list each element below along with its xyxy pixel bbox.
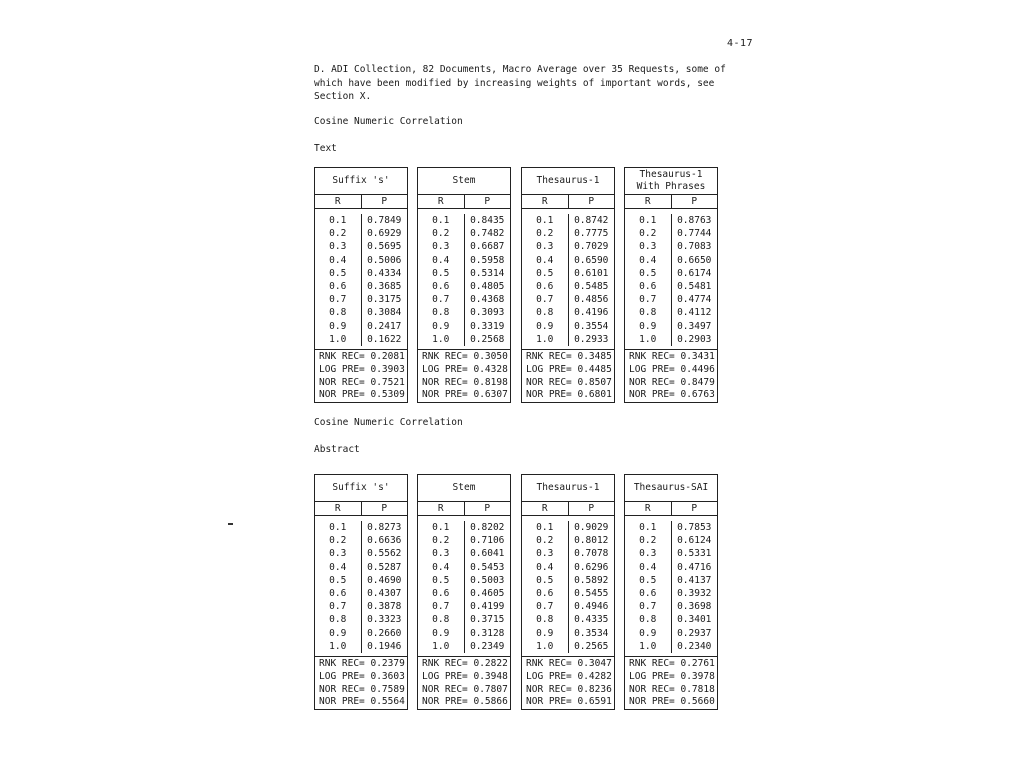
summary-line: LOG PRE= 0.4328: [422, 363, 508, 375]
table-cell: 0.4: [329, 561, 347, 573]
section1-subtitle: Text: [314, 143, 337, 154]
table-cell: 1.0: [432, 640, 450, 652]
section2-table-1: [314, 474, 408, 710]
column-header-r: R: [315, 195, 362, 208]
table-title: [315, 475, 407, 502]
table-cell: 0.5006: [367, 254, 402, 266]
summary-line: LOG PRE= 0.3948: [422, 670, 508, 682]
summary-stats: [522, 656, 614, 709]
table-cell: 0.1946: [367, 640, 402, 652]
table-cell: 0.6: [329, 281, 347, 293]
column-r: [418, 521, 465, 653]
table-body: [522, 516, 614, 656]
column-r: [418, 214, 465, 346]
table-cell: 0.4368: [470, 294, 505, 306]
column-header-p: P: [691, 503, 698, 514]
table-cell: 0.4: [639, 254, 657, 266]
table-cell: 0.9: [639, 320, 657, 332]
table-cell: 0.5: [329, 267, 347, 279]
table-cell: 0.2: [329, 535, 347, 547]
table-cell: 0.2: [536, 228, 554, 240]
column-headers: [522, 195, 614, 209]
table-cell: 0.7106: [470, 535, 505, 547]
table-cell: 0.1: [432, 215, 450, 226]
table-cell: 0.2937: [677, 627, 712, 639]
table-cell: 0.7078: [574, 548, 609, 560]
table-cell: 0.8: [432, 307, 450, 319]
column-header-p: P: [484, 503, 491, 514]
table-cell: 0.6590: [574, 254, 609, 266]
table-cell: 0.7853: [677, 522, 712, 533]
summary-line: LOG PRE= 0.4282: [526, 670, 612, 682]
table-cell: 0.4137: [677, 574, 712, 586]
table-cell: 0.1: [432, 522, 450, 533]
table-cell: 0.5892: [574, 574, 609, 586]
column-header-r: R: [418, 195, 465, 208]
summary-line: NOR PRE= 0.6591: [526, 696, 612, 708]
summary-line: RNK REC= 0.2822: [422, 658, 508, 670]
summary-line: LOG PRE= 0.4485: [526, 363, 612, 375]
table-cell: 0.3319: [470, 320, 505, 332]
table-cell: 0.4196: [574, 307, 609, 319]
table-cell: 0.5: [536, 574, 554, 586]
heading-line-1: D. ADI Collection, 82 Documents, Macro Average over 35 Requests, some of: [314, 64, 726, 75]
table-cell: 0.6: [536, 281, 554, 293]
table-cell: 0.3: [432, 548, 450, 560]
summary-line: RNK REC= 0.3050: [422, 351, 508, 363]
table-cell: 0.2: [639, 535, 657, 547]
table-cell: 0.3093: [470, 307, 505, 319]
table-cell: 0.5562: [367, 548, 402, 560]
column-header-p: P: [588, 196, 595, 207]
summary-line: NOR REC= 0.7521: [319, 376, 405, 388]
table-cell: 0.6174: [677, 267, 712, 279]
column-headers: [315, 195, 407, 209]
summary-line: RNK REC= 0.2761: [629, 658, 715, 670]
table-cell: 0.4856: [574, 294, 609, 306]
table-cell: 0.5003: [470, 574, 505, 586]
column-p: [362, 521, 408, 653]
table-cell: 0.2: [432, 228, 450, 240]
table-cell: 0.7: [536, 601, 554, 613]
table-cell: 0.1: [639, 522, 657, 533]
table-cell: 0.3084: [367, 307, 402, 319]
table-cell: 0.4: [536, 561, 554, 573]
table-cell: 0.9: [432, 627, 450, 639]
table-cell: 0.7482: [470, 228, 505, 240]
table-title: [522, 168, 614, 195]
table-title-line: Thesaurus-1: [536, 175, 600, 186]
table-cell: 0.3554: [574, 320, 609, 332]
summary-line: NOR PRE= 0.6801: [526, 389, 612, 401]
table-cell: 0.6636: [367, 535, 402, 547]
table-cell: 0.8: [639, 614, 657, 626]
summary-line: NOR REC= 0.7818: [629, 683, 715, 695]
section1-table-4: [624, 167, 718, 403]
section2-title: Cosine Numeric Correlation: [314, 417, 463, 428]
table-cell: 0.7: [536, 294, 554, 306]
table-cell: 0.5287: [367, 561, 402, 573]
table-cell: 0.5453: [470, 561, 505, 573]
table-cell: 0.3: [536, 548, 554, 560]
table-cell: 0.6041: [470, 548, 505, 560]
table-cell: 0.5: [639, 267, 657, 279]
section1-table-3: [521, 167, 615, 403]
column-p: [465, 521, 511, 653]
table-cell: 0.4335: [574, 614, 609, 626]
table-cell: 0.5: [432, 574, 450, 586]
summary-line: NOR PRE= 0.5309: [319, 389, 405, 401]
column-p: [465, 214, 511, 346]
summary-line: NOR REC= 0.8198: [422, 376, 508, 388]
table-cell: 0.4716: [677, 561, 712, 573]
table-cell: 0.3932: [677, 588, 712, 600]
table-cell: 0.2: [329, 228, 347, 240]
table-cell: 0.4805: [470, 281, 505, 293]
column-r: [522, 521, 569, 653]
table-cell: 0.6929: [367, 228, 402, 240]
table-title: [418, 168, 510, 195]
heading-line-2: which have been modified by increasing weights of important words, see: [314, 77, 715, 89]
column-header-p: P: [484, 196, 491, 207]
column-p: [569, 521, 615, 653]
table-cell: 0.1: [536, 215, 554, 226]
table-cell: 0.4: [639, 561, 657, 573]
heading-line-3: Section X.: [314, 91, 372, 102]
table-cell: 0.5: [432, 267, 450, 279]
table-cell: 0.3715: [470, 614, 505, 626]
table-cell: 0.3: [639, 548, 657, 560]
table-cell: 0.8: [432, 614, 450, 626]
table-title: [522, 475, 614, 502]
stray-mark: [228, 523, 233, 525]
column-headers: [418, 195, 510, 209]
table-body: [418, 209, 510, 349]
table-cell: 0.4: [329, 254, 347, 266]
section-heading: [314, 63, 734, 104]
table-cell: 0.2565: [574, 640, 609, 652]
summary-line: NOR REC= 0.7807: [422, 683, 508, 695]
summary-stats: [625, 656, 717, 709]
column-headers: [625, 195, 717, 209]
table-title-line: Suffix 's': [332, 482, 390, 493]
table-cell: 0.8273: [367, 522, 402, 533]
table-cell: 0.3: [432, 241, 450, 253]
table-title-line: Thesaurus-1: [536, 482, 600, 493]
table-cell: 0.3685: [367, 281, 402, 293]
table-cell: 1.0: [329, 333, 347, 345]
summary-stats: [315, 349, 407, 402]
table-title: [625, 168, 717, 195]
table-cell: 0.8012: [574, 535, 609, 547]
table-cell: 0.1: [329, 522, 347, 533]
summary-line: NOR PRE= 0.6307: [422, 389, 508, 401]
summary-line: NOR REC= 0.7589: [319, 683, 405, 695]
column-header-r: R: [625, 195, 672, 208]
summary-stats: [418, 349, 510, 402]
table-cell: 0.2660: [367, 627, 402, 639]
table-cell: 0.5455: [574, 588, 609, 600]
table-cell: 0.8: [536, 307, 554, 319]
table-title-line: Stem: [452, 175, 476, 186]
table-cell: 0.9: [536, 320, 554, 332]
table-cell: 0.2340: [677, 640, 712, 652]
table-cell: 0.2: [432, 535, 450, 547]
table-title-line: Suffix 's': [332, 175, 390, 186]
table-cell: 0.5314: [470, 267, 505, 279]
table-cell: 0.4774: [677, 294, 712, 306]
table-cell: 0.5: [639, 574, 657, 586]
summary-line: NOR REC= 0.8479: [629, 376, 715, 388]
summary-line: NOR REC= 0.8507: [526, 376, 612, 388]
table-cell: 1.0: [432, 333, 450, 345]
table-cell: 0.7849: [367, 215, 402, 226]
table-body: [418, 516, 510, 656]
table-cell: 0.7: [639, 294, 657, 306]
column-headers: [418, 502, 510, 516]
summary-line: RNK REC= 0.3485: [526, 351, 612, 363]
table-body: [625, 209, 717, 349]
table-cell: 0.9: [432, 320, 450, 332]
summary-line: RNK REC= 0.2379: [319, 658, 405, 670]
column-p: [362, 214, 408, 346]
table-title-line: With Phrases: [636, 181, 706, 192]
table-title: [418, 475, 510, 502]
table-cell: 0.3323: [367, 614, 402, 626]
table-cell: 0.2933: [574, 333, 609, 345]
table-cell: 0.8: [536, 614, 554, 626]
summary-line: LOG PRE= 0.3978: [629, 670, 715, 682]
section2-table-3: [521, 474, 615, 710]
table-cell: 0.9: [329, 627, 347, 639]
table-cell: 0.7083: [677, 241, 712, 253]
table-cell: 0.3698: [677, 601, 712, 613]
summary-line: NOR PRE= 0.5866: [422, 696, 508, 708]
table-body: [315, 209, 407, 349]
column-header-p: P: [691, 196, 698, 207]
column-header-r: R: [315, 502, 362, 515]
page-number: 4-17: [727, 38, 754, 49]
table-cell: 0.8: [639, 307, 657, 319]
column-r: [625, 521, 672, 653]
table-body: [522, 209, 614, 349]
table-cell: 0.5695: [367, 241, 402, 253]
table-cell: 0.9029: [574, 522, 609, 533]
section1-table-1: [314, 167, 408, 403]
table-cell: 0.8742: [574, 215, 609, 226]
table-cell: 0.2417: [367, 320, 402, 332]
table-cell: 0.4946: [574, 601, 609, 613]
table-cell: 0.6: [432, 588, 450, 600]
table-cell: 0.5958: [470, 254, 505, 266]
column-header-p: P: [588, 503, 595, 514]
column-header-r: R: [522, 502, 569, 515]
table-cell: 0.5481: [677, 281, 712, 293]
table-title: [315, 168, 407, 195]
table-cell: 0.7: [329, 601, 347, 613]
table-cell: 0.6650: [677, 254, 712, 266]
column-p: [569, 214, 615, 346]
summary-stats: [625, 349, 717, 402]
table-cell: 0.3128: [470, 627, 505, 639]
table-cell: 1.0: [639, 333, 657, 345]
table-cell: 0.5485: [574, 281, 609, 293]
table-title-line: Thesaurus-1: [639, 169, 703, 180]
table-cell: 1.0: [536, 640, 554, 652]
table-cell: 0.6: [536, 588, 554, 600]
column-header-p: P: [381, 196, 388, 207]
table-cell: 0.5: [329, 574, 347, 586]
table-cell: 0.4: [432, 561, 450, 573]
table-cell: 0.3497: [677, 320, 712, 332]
table-cell: 0.4: [432, 254, 450, 266]
table-cell: 0.3: [536, 241, 554, 253]
table-cell: 0.4112: [677, 307, 712, 319]
table-cell: 0.2349: [470, 640, 505, 652]
table-cell: 0.5331: [677, 548, 712, 560]
section1-table-2: [417, 167, 511, 403]
table-cell: 0.9: [536, 627, 554, 639]
section2-table-2: [417, 474, 511, 710]
section1-title: Cosine Numeric Correlation: [314, 116, 463, 127]
table-cell: 0.2: [639, 228, 657, 240]
table-cell: 0.8202: [470, 522, 505, 533]
table-cell: 0.3: [329, 548, 347, 560]
summary-line: LOG PRE= 0.3603: [319, 670, 405, 682]
table-body: [315, 516, 407, 656]
column-r: [315, 214, 362, 346]
column-r: [315, 521, 362, 653]
column-header-r: R: [418, 502, 465, 515]
summary-line: NOR PRE= 0.5564: [319, 696, 405, 708]
summary-line: LOG PRE= 0.4496: [629, 363, 715, 375]
summary-line: LOG PRE= 0.3903: [319, 363, 405, 375]
summary-line: NOR REC= 0.8236: [526, 683, 612, 695]
summary-line: RNK REC= 0.2081: [319, 351, 405, 363]
table-cell: 0.1: [329, 215, 347, 226]
table-body: [625, 516, 717, 656]
summary-line: RNK REC= 0.3431: [629, 351, 715, 363]
summary-line: RNK REC= 0.3047: [526, 658, 612, 670]
table-cell: 0.3401: [677, 614, 712, 626]
table-cell: 0.6124: [677, 535, 712, 547]
section2-subtitle: Abstract: [314, 444, 360, 455]
table-cell: 0.8763: [677, 215, 712, 226]
table-cell: 0.5: [536, 267, 554, 279]
table-cell: 0.6: [329, 588, 347, 600]
table-cell: 0.3: [639, 241, 657, 253]
table-cell: 1.0: [536, 333, 554, 345]
table-cell: 0.7: [432, 294, 450, 306]
table-cell: 0.7: [639, 601, 657, 613]
table-cell: 0.7775: [574, 228, 609, 240]
summary-stats: [418, 656, 510, 709]
summary-line: NOR PRE= 0.5660: [629, 696, 715, 708]
table-cell: 0.3: [329, 241, 347, 253]
table-cell: 0.2: [536, 535, 554, 547]
column-r: [522, 214, 569, 346]
summary-stats: [522, 349, 614, 402]
table-cell: 0.4: [536, 254, 554, 266]
table-cell: 0.4199: [470, 601, 505, 613]
table-cell: 0.3878: [367, 601, 402, 613]
column-header-r: R: [625, 502, 672, 515]
table-cell: 0.6101: [574, 267, 609, 279]
table-cell: 0.2568: [470, 333, 505, 345]
table-cell: 0.6687: [470, 241, 505, 253]
table-cell: 0.1: [639, 215, 657, 226]
column-p: [672, 521, 718, 653]
table-cell: 0.8: [329, 614, 347, 626]
column-headers: [625, 502, 717, 516]
table-cell: 0.3534: [574, 627, 609, 639]
table-cell: 0.6296: [574, 561, 609, 573]
column-header-p: P: [381, 503, 388, 514]
table-cell: 0.4334: [367, 267, 402, 279]
table-cell: 0.7029: [574, 241, 609, 253]
table-title: [625, 475, 717, 502]
column-r: [625, 214, 672, 346]
table-cell: 0.8: [329, 307, 347, 319]
table-cell: 0.6: [639, 281, 657, 293]
table-cell: 0.7744: [677, 228, 712, 240]
table-title-line: Thesaurus-SAI: [633, 482, 709, 493]
table-cell: 0.2903: [677, 333, 712, 345]
column-headers: [522, 502, 614, 516]
table-cell: 0.6: [639, 588, 657, 600]
section2-table-4: [624, 474, 718, 710]
table-cell: 0.4690: [367, 574, 402, 586]
table-cell: 0.4307: [367, 588, 402, 600]
column-p: [672, 214, 718, 346]
column-headers: [315, 502, 407, 516]
table-cell: 0.1622: [367, 333, 402, 345]
table-cell: 0.7: [329, 294, 347, 306]
table-cell: 0.6: [432, 281, 450, 293]
table-cell: 0.9: [639, 627, 657, 639]
table-cell: 0.8435: [470, 215, 505, 226]
table-cell: 1.0: [639, 640, 657, 652]
column-header-r: R: [522, 195, 569, 208]
table-title-line: Stem: [452, 482, 476, 493]
table-cell: 0.9: [329, 320, 347, 332]
table-cell: 0.7: [432, 601, 450, 613]
table-cell: 0.1: [536, 522, 554, 533]
table-cell: 0.3175: [367, 294, 402, 306]
table-cell: 0.4605: [470, 588, 505, 600]
table-cell: 1.0: [329, 640, 347, 652]
summary-stats: [315, 656, 407, 709]
summary-line: NOR PRE= 0.6763: [629, 389, 715, 401]
